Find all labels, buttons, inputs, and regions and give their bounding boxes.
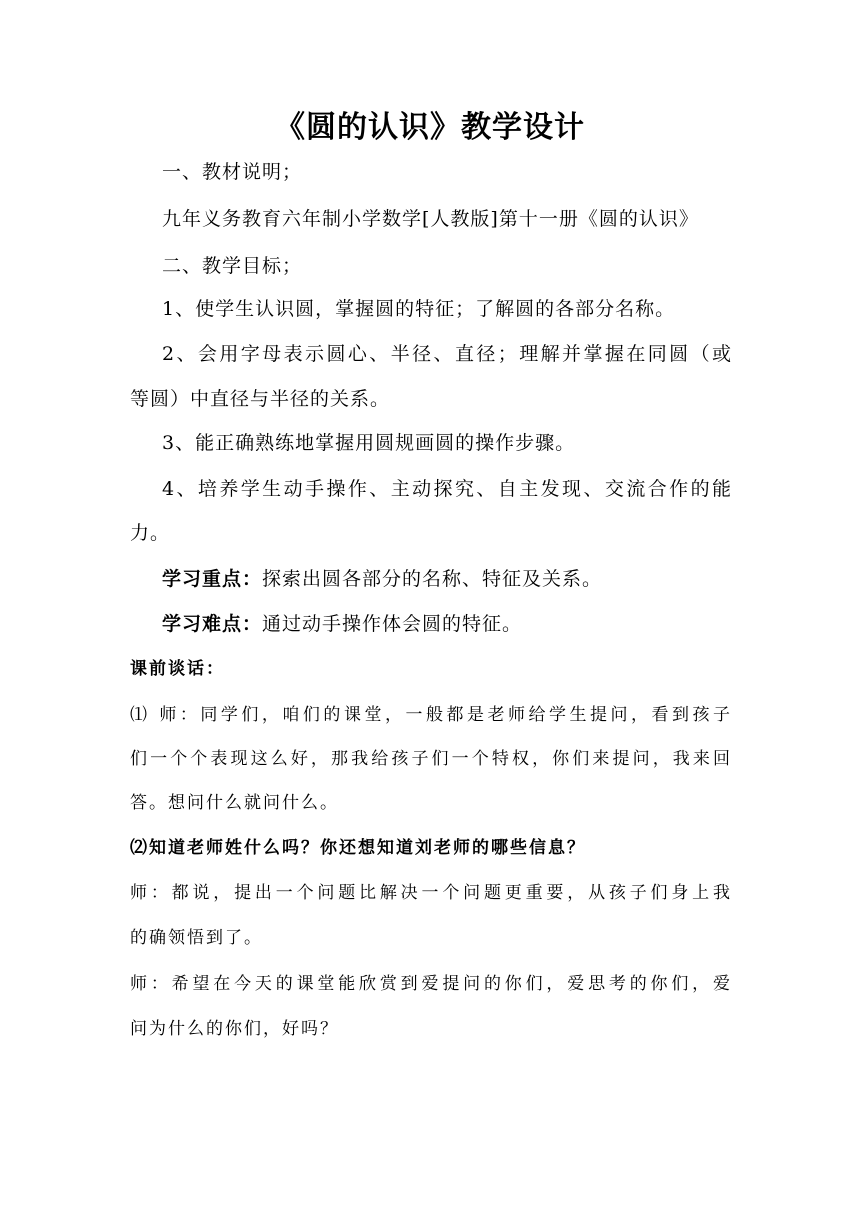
materials-text: 九年义务教育六年制小学数学[人教版]第十一册《圆的认识》 — [162, 208, 699, 230]
goal-line-4: 4、培养学生动手操作、主动探究、自主发现、交流合作的能 — [162, 478, 732, 500]
focus-label: 学习重点： — [162, 568, 263, 590]
talk-q1-line-2: 们一个个表现这么好，那我给孩子们一个特权，你们来提问，我来回 — [130, 749, 732, 769]
talk-t1-line-1: 师：都说，提出一个问题比解决一个问题更重要，从孩子们身上我 — [130, 883, 732, 903]
talk-heading: 课前谈话： — [130, 659, 225, 679]
talk-q1-line-3: 答。想问什么就问什么。 — [130, 793, 339, 813]
goal-line-1: 1、使学生认识圆，掌握圆的特征；了解圆的各部分名称。 — [162, 298, 676, 320]
goal-line-3: 3、能正确熟练地掌握用圆规画圆的操作步骤。 — [162, 432, 576, 454]
goal-line-2: 2、会用字母表示圆心、半径、直径；理解并掌握在同圆（或 — [162, 343, 732, 365]
difficulty-label: 学习难点： — [162, 613, 263, 635]
difficulty-text: 通过动手操作体会圆的特征。 — [262, 613, 523, 635]
focus-line — [162, 566, 732, 592]
difficulty-line — [162, 611, 732, 637]
talk-t2-line-2: 问为什么的你们，好吗？ — [130, 1019, 339, 1039]
section-heading-goals: 二、教学目标； — [162, 255, 303, 277]
talk-q2: ⑵知道老师姓什么吗？你还想知道刘老师的哪些信息？ — [130, 838, 586, 858]
talk-t2-line-1: 师：希望在今天的课堂能欣赏到爱提问的你们，爱思考的你们，爱 — [130, 974, 732, 994]
goal-line-2-cont: 等圆）中直径与半径的关系。 — [130, 388, 391, 410]
document-title: 《圆的认识》教学设计 — [275, 110, 585, 145]
goal-line-4-cont: 力。 — [130, 522, 171, 544]
focus-text: 探索出圆各部分的名称、特征及关系。 — [262, 568, 603, 590]
section-heading-materials: 一、教材说明； — [162, 161, 303, 183]
talk-t1-line-2: 的确领悟到了。 — [130, 928, 263, 948]
talk-q1-line-1: ⑴ 师：同学们，咱们的课堂，一般都是老师给学生提问，看到孩子 — [130, 705, 732, 725]
